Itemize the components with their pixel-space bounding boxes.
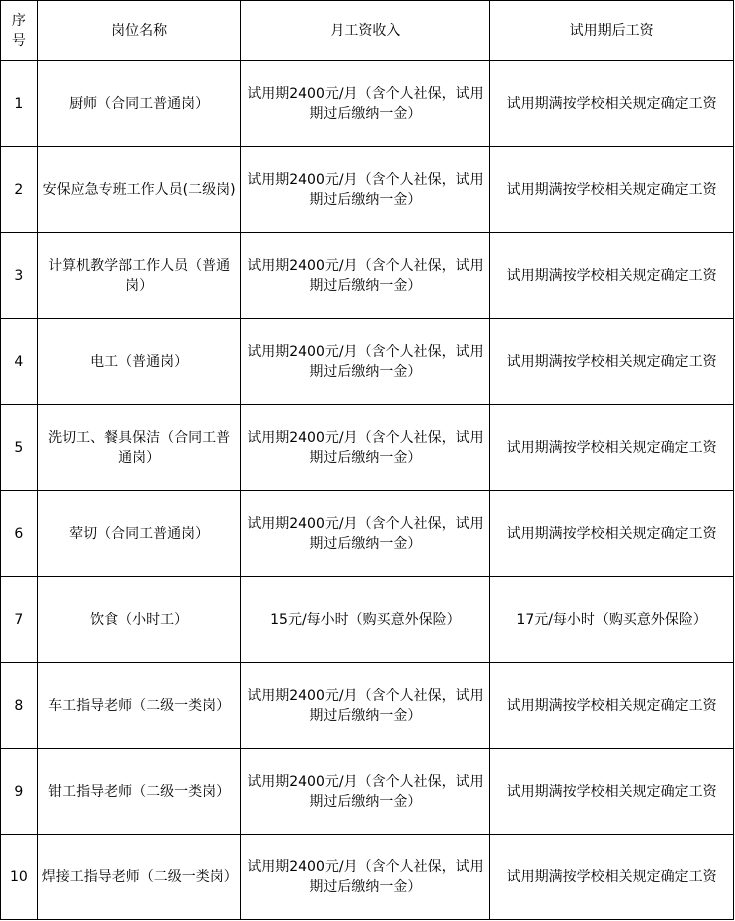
cell-no: 5	[1, 405, 38, 491]
cell-post-probation-salary: 试用期满按学校相关规定确定工资	[490, 491, 734, 577]
cell-position: 焊接工指导老师（二级一类岗）	[37, 835, 241, 920]
cell-position: 车工指导老师（二级一类岗）	[37, 663, 241, 749]
cell-monthly-salary: 试用期2400元/月（含个人社保，试用期过后缴纳一金）	[241, 233, 490, 319]
table-row	[1, 663, 734, 749]
table-row	[1, 749, 734, 835]
cell-monthly-salary: 15元/每小时（购买意外保险）	[241, 577, 490, 663]
table-row	[1, 491, 734, 577]
cell-no: 8	[1, 663, 38, 749]
table-row	[1, 405, 734, 491]
header-position: 岗位名称	[37, 1, 241, 61]
cell-no: 9	[1, 749, 38, 835]
cell-position: 安保应急专班工作人员(二级岗)	[37, 147, 241, 233]
cell-post-probation-salary: 17元/每小时（购买意外保险）	[490, 577, 734, 663]
cell-post-probation-salary: 试用期满按学校相关规定确定工资	[490, 835, 734, 920]
cell-position: 电工（普通岗）	[37, 319, 241, 405]
cell-monthly-salary: 试用期2400元/月（含个人社保，试用期过后缴纳一金）	[241, 663, 490, 749]
table-row	[1, 61, 734, 147]
cell-no: 6	[1, 491, 38, 577]
cell-no: 1	[1, 61, 38, 147]
cell-position: 计算机教学部工作人员（普通岗）	[37, 233, 241, 319]
table-header-row	[1, 1, 734, 61]
cell-position: 洗切工、餐具保洁（合同工普通岗）	[37, 405, 241, 491]
cell-no: 3	[1, 233, 38, 319]
header-post-probation-salary: 试用期后工资	[490, 1, 734, 61]
cell-position: 饮食（小时工）	[37, 577, 241, 663]
cell-no: 7	[1, 577, 38, 663]
cell-post-probation-salary: 试用期满按学校相关规定确定工资	[490, 233, 734, 319]
cell-monthly-salary: 试用期2400元/月（含个人社保，试用期过后缴纳一金）	[241, 835, 490, 920]
cell-position: 荤切（合同工普通岗）	[37, 491, 241, 577]
table-row	[1, 577, 734, 663]
cell-post-probation-salary: 试用期满按学校相关规定确定工资	[490, 147, 734, 233]
table-row	[1, 319, 734, 405]
header-monthly-salary: 月工资收入	[241, 1, 490, 61]
cell-post-probation-salary: 试用期满按学校相关规定确定工资	[490, 663, 734, 749]
table-row	[1, 835, 734, 920]
table-row	[1, 233, 734, 319]
cell-post-probation-salary: 试用期满按学校相关规定确定工资	[490, 61, 734, 147]
cell-monthly-salary: 试用期2400元/月（含个人社保，试用期过后缴纳一金）	[241, 405, 490, 491]
cell-post-probation-salary: 试用期满按学校相关规定确定工资	[490, 405, 734, 491]
cell-post-probation-salary: 试用期满按学校相关规定确定工资	[490, 749, 734, 835]
header-no: 序号	[1, 1, 38, 61]
cell-monthly-salary: 试用期2400元/月（含个人社保，试用期过后缴纳一金）	[241, 319, 490, 405]
cell-no: 10	[1, 835, 38, 920]
cell-no: 2	[1, 147, 38, 233]
cell-no: 4	[1, 319, 38, 405]
cell-monthly-salary: 试用期2400元/月（含个人社保，试用期过后缴纳一金）	[241, 61, 490, 147]
table-row	[1, 147, 734, 233]
cell-monthly-salary: 试用期2400元/月（含个人社保，试用期过后缴纳一金）	[241, 147, 490, 233]
cell-monthly-salary: 试用期2400元/月（含个人社保，试用期过后缴纳一金）	[241, 491, 490, 577]
cell-position: 钳工指导老师（二级一类岗）	[37, 749, 241, 835]
cell-post-probation-salary: 试用期满按学校相关规定确定工资	[490, 319, 734, 405]
cell-position: 厨师（合同工普通岗）	[37, 61, 241, 147]
cell-monthly-salary: 试用期2400元/月（含个人社保，试用期过后缴纳一金）	[241, 749, 490, 835]
